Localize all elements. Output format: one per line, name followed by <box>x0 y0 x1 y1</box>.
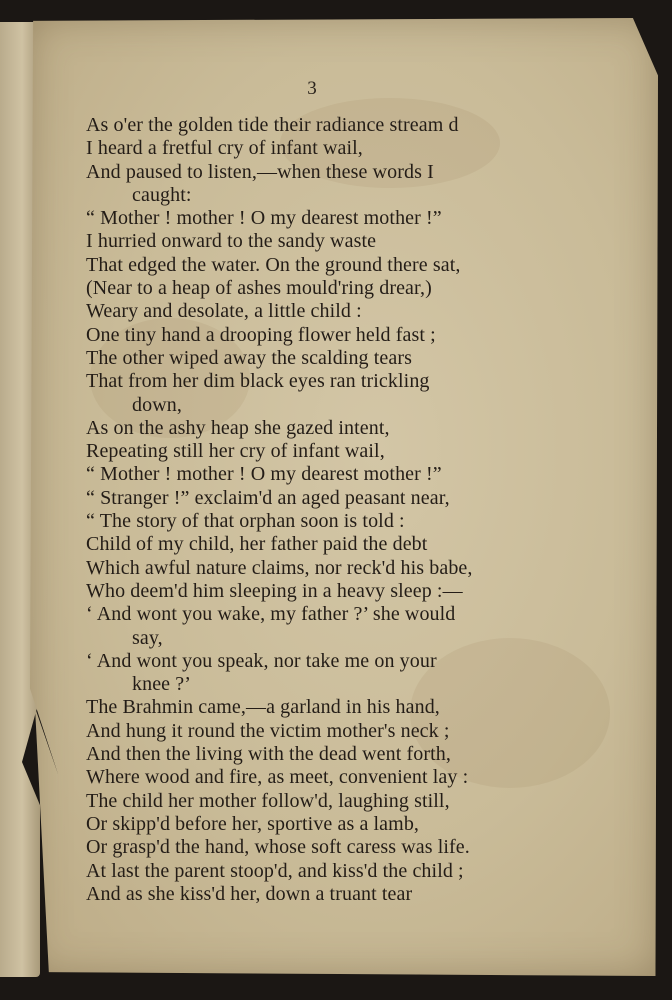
poem-line: ‘ And wont you wake, my father ?’ she would <box>86 603 456 626</box>
poem-line: “ Mother ! mother ! O my dearest mother !” <box>86 463 442 486</box>
poem-line: (Near to a heap of ashes mould'ring drear,) <box>86 277 432 300</box>
poem-line: And as she kiss'd her, down a truant tear <box>86 882 413 905</box>
poem-line: The other wiped away the scalding tears <box>86 346 412 369</box>
poem-line: As on the ashy heap she gazed intent, <box>86 416 390 439</box>
poem-line: And paused to listen,—when these words I <box>86 160 434 183</box>
poem-line: That edged the water. On the ground there sat, <box>86 253 461 276</box>
poem-line: Child of my child, her father paid the debt <box>86 533 428 556</box>
poem-text <box>86 114 556 906</box>
poem-line: Repeating still her cry of infant wail, <box>86 440 385 463</box>
poem-line: I heard a fretful cry of infant wail, <box>86 137 363 160</box>
poem-line: down, <box>132 393 182 416</box>
poem-line: Or skipp'd before her, sportive as a lamb, <box>86 812 420 835</box>
poem-line: Weary and desolate, a little child : <box>86 300 362 323</box>
poem-line: I hurried onward to the sandy waste <box>86 230 377 253</box>
poem-line: The child her mother follow'd, laughing still, <box>86 789 450 812</box>
poem-line: Who deem'd him sleeping in a heavy sleep :— <box>86 579 463 602</box>
poem-line: “ The story of that orphan soon is told : <box>86 510 405 533</box>
poem-line: And hung it round the victim mother's neck ; <box>86 719 450 742</box>
poem-line: The Brahmin came,—a garland in his hand, <box>86 696 440 719</box>
page-number: 3 <box>307 78 317 99</box>
poem-line: Which awful nature claims, nor reck'd his babe, <box>86 556 473 579</box>
poem-line: caught: <box>132 183 192 206</box>
poem-line: “ Stranger !” exclaim'd an aged peasant near, <box>86 486 450 509</box>
poem-line: Where wood and fire, as meet, convenient lay : <box>86 766 469 789</box>
poem-line: That from her dim black eyes ran trickling <box>86 370 430 393</box>
poem-line: And then the living with the dead went forth, <box>86 743 451 766</box>
poem-line: “ Mother ! mother ! O my dearest mother !” <box>86 207 442 230</box>
poem-line: say, <box>132 626 163 649</box>
poem-line: Or grasp'd the hand, whose soft caress was life. <box>86 836 470 859</box>
poem-line: One tiny hand a drooping flower held fast ; <box>86 323 436 346</box>
poem-line: knee ?’ <box>132 673 191 696</box>
poem-line: As o'er the golden tide their radiance stream d <box>86 114 459 136</box>
poem-line: ‘ And wont you speak, nor take me on your <box>86 649 437 672</box>
poem-line: At last the parent stoop'd, and kiss'd the child ; <box>86 859 464 882</box>
